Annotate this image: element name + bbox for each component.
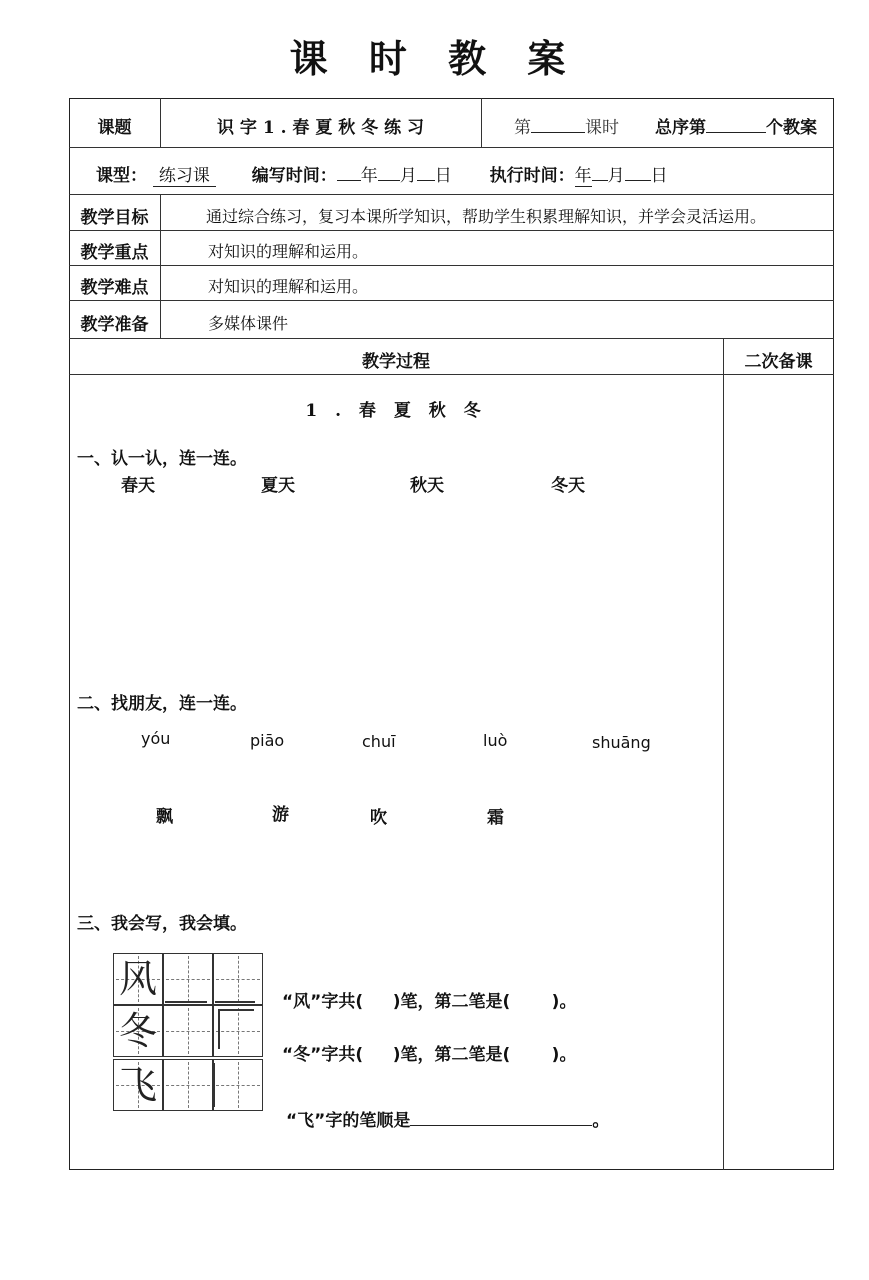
grid-cell[interactable] xyxy=(213,1005,263,1057)
lesson-prefix: 第 xyxy=(514,118,531,138)
row-divider xyxy=(69,265,834,266)
type-value: 练习课 xyxy=(153,161,216,187)
model-char-feng: 风 xyxy=(118,957,157,1001)
hanzi-item: 飘 xyxy=(156,807,173,827)
row-divider xyxy=(69,338,834,339)
grid-cell[interactable] xyxy=(163,1059,213,1111)
question-fei-end: 。 xyxy=(592,1111,610,1131)
row-content-key-point: 对知识的理解和运用。 xyxy=(208,242,369,261)
page-title: 课 时 教 案 xyxy=(289,36,580,81)
exec-month-blank[interactable] xyxy=(592,165,608,181)
question-feng: “风”字共( )笔，第二笔是( )。 xyxy=(282,992,577,1012)
process-header: 教学过程 xyxy=(362,352,430,372)
row-content-difficulty: 对知识的理解和运用。 xyxy=(208,277,369,296)
stroke-order-blank[interactable] xyxy=(410,1110,592,1126)
stroke-mark xyxy=(218,1009,220,1049)
pinyin-item: chuī xyxy=(362,732,396,751)
season-word: 春天 xyxy=(121,476,155,496)
stroke-mark xyxy=(165,1001,207,1003)
season-word: 秋天 xyxy=(410,476,444,496)
col-divider xyxy=(723,338,724,1170)
stroke-mark xyxy=(218,1009,254,1011)
pinyin-item: yóu xyxy=(141,729,171,748)
exec-year[interactable]: 年 xyxy=(574,166,592,186)
write-day: 日 xyxy=(434,166,452,186)
type-label: 课型： xyxy=(96,166,147,186)
topic-title: 识 字 1 . 春 夏 秋 冬 练 习 xyxy=(216,118,424,138)
grid-cell xyxy=(113,1005,163,1057)
row-label-goal: 教学目标 xyxy=(80,208,149,228)
lesson-suffix: 课时 xyxy=(585,118,619,138)
meta-row xyxy=(96,161,668,187)
write-year: 年 xyxy=(360,166,378,186)
exec-day-blank[interactable] xyxy=(625,165,651,181)
grid-cell[interactable] xyxy=(163,1005,213,1057)
season-word: 冬天 xyxy=(551,476,585,496)
grid-cell[interactable] xyxy=(213,1059,263,1111)
write-day-blank[interactable] xyxy=(417,165,435,181)
stroke-mark xyxy=(213,1063,215,1107)
total-blank[interactable] xyxy=(706,117,766,133)
grid-cell[interactable] xyxy=(213,953,263,1005)
question-dong: “冬”字共( )笔，第二笔是( )。 xyxy=(282,1045,577,1065)
exec-month: 月 xyxy=(607,166,625,186)
row-divider xyxy=(69,147,834,148)
hanzi-item: 游 xyxy=(272,805,289,825)
hanzi-item: 吹 xyxy=(370,808,387,828)
write-time-label: 编写时间： xyxy=(251,166,337,186)
exec-day: 日 xyxy=(650,166,668,186)
writing-grid-feng xyxy=(113,953,263,1005)
second-prep-header: 二次备课 xyxy=(744,352,813,372)
col-divider xyxy=(160,194,161,338)
lesson-title: 1 . 春 夏 秋 冬 xyxy=(305,401,487,421)
pinyin-item: piāo xyxy=(250,731,285,750)
grid-cell xyxy=(113,953,163,1005)
grid-cell[interactable] xyxy=(163,953,213,1005)
question-fei-text: “飞”字的笔顺是 xyxy=(286,1111,411,1131)
writing-grid-dong xyxy=(113,1005,263,1057)
row-label-key-point: 教学重点 xyxy=(80,243,149,263)
row-divider xyxy=(69,230,834,231)
total-suffix: 个教案 xyxy=(766,118,817,138)
row-content-preparation: 多媒体课件 xyxy=(208,314,289,333)
writing-grid-fei xyxy=(113,1059,263,1111)
lesson-number xyxy=(514,113,619,138)
section1-heading: 一、认一认，连一连。 xyxy=(77,449,247,469)
hanzi-item: 霜 xyxy=(487,808,504,828)
section3-heading: 三、我会写，我会填。 xyxy=(77,914,247,934)
row-label-preparation: 教学准备 xyxy=(80,315,149,335)
write-month: 月 xyxy=(399,166,417,186)
row-divider xyxy=(69,374,834,375)
col-divider xyxy=(481,98,482,147)
model-char-dong: 冬 xyxy=(118,1009,157,1053)
section2-heading: 二、找朋友，连一连。 xyxy=(77,694,247,714)
row-content-goal: 通过综合练习，复习本课所学知识，帮助学生积累理解知识，并学会灵活运用。 xyxy=(206,207,767,226)
question-fei xyxy=(286,1106,609,1131)
grid-cell xyxy=(113,1059,163,1111)
exec-time-label: 执行时间： xyxy=(489,166,575,186)
pinyin-item: luò xyxy=(483,731,508,750)
row-divider xyxy=(69,194,834,195)
lesson-blank[interactable] xyxy=(531,117,585,133)
write-month-blank[interactable] xyxy=(378,165,400,181)
pinyin-item: shuāng xyxy=(592,733,651,752)
topic-label: 课题 xyxy=(97,118,132,138)
season-word: 夏天 xyxy=(261,476,295,496)
write-year-blank[interactable] xyxy=(337,165,361,181)
row-label-difficulty: 教学难点 xyxy=(80,278,149,298)
total-prefix: 总序第 xyxy=(655,118,706,138)
model-char-fei: 飞 xyxy=(118,1063,157,1107)
total-sequence xyxy=(655,113,817,138)
stroke-mark xyxy=(215,1001,255,1003)
row-divider xyxy=(69,300,834,301)
